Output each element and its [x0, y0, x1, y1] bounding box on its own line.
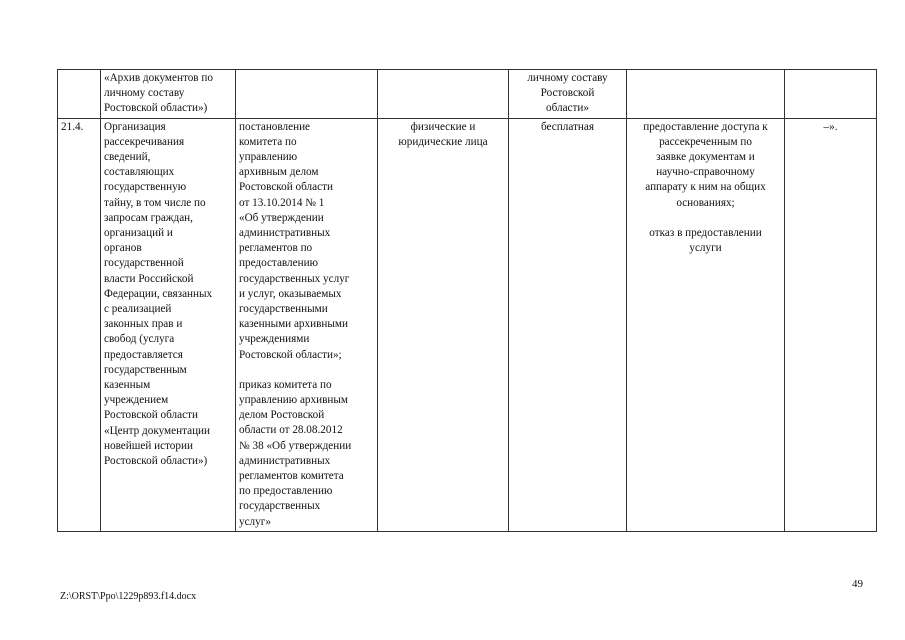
cell-recipients — [378, 70, 509, 119]
cell-legal-basis — [236, 118, 378, 531]
table-row — [58, 118, 877, 531]
cost-text: бесплатная — [541, 120, 594, 133]
service-text: «Архив документов по личному составу Ростовской области») — [104, 72, 213, 115]
cell-result — [627, 70, 785, 119]
service-text: Организация рассекречивания сведений, составляющих государственную тайну, в том числе по запросам граждан, организаций и органов государственной власти Российской Федерации, связанных с реализацией законных прав и свобод (услуга предоставляется государственным казенным учреждением Ростовской области «Центр документации новейшей истории Ростовской области») — [104, 120, 213, 468]
recipients-text: физические и юридические лица — [398, 120, 488, 148]
note-text: –». — [823, 120, 838, 133]
legal-basis-paragraph-1: постановление комитета по управлению архивным делом Ростовской области от 13.10.2014 № 1 «Об утверждении административных регламентов по предоставлению государственных услуг и услуг, оказываемых государственными казенными архивными учреждениями Ростовской области»; — [239, 120, 350, 361]
page-number: 49 — [852, 578, 863, 590]
result-paragraph-2: отказ в предоставлении услуги — [649, 226, 762, 255]
cost-text: личному составу Ростовской области» — [527, 72, 608, 115]
cell-number — [58, 118, 101, 531]
file-path: Z:\ORST\Ppo\1229p893.f14.docx — [60, 591, 197, 602]
cell-note — [785, 118, 877, 531]
cell-recipients — [378, 118, 509, 531]
cell-legal-basis — [236, 70, 378, 119]
cell-cost — [509, 70, 627, 119]
document-table — [57, 69, 877, 532]
legal-basis-paragraph-2: приказ комитета по управлению архивным делом Ростовской области от 28.08.2012 № 38 «Об утверждении административных регламентов комитета по предоставлению государственных услуг» — [239, 378, 352, 528]
cell-cost — [509, 118, 627, 531]
cell-service — [101, 118, 236, 531]
cell-note — [785, 70, 877, 119]
cell-number — [58, 70, 101, 119]
cell-result — [627, 118, 785, 531]
row-number: 21.4. — [61, 120, 84, 133]
result-paragraph-1: предоставление доступа к рассекреченным по заявке документам и научно-справочному аппарату к ним на общих основаниях; — [643, 120, 768, 209]
table-row — [58, 70, 877, 119]
cell-service — [101, 70, 236, 119]
